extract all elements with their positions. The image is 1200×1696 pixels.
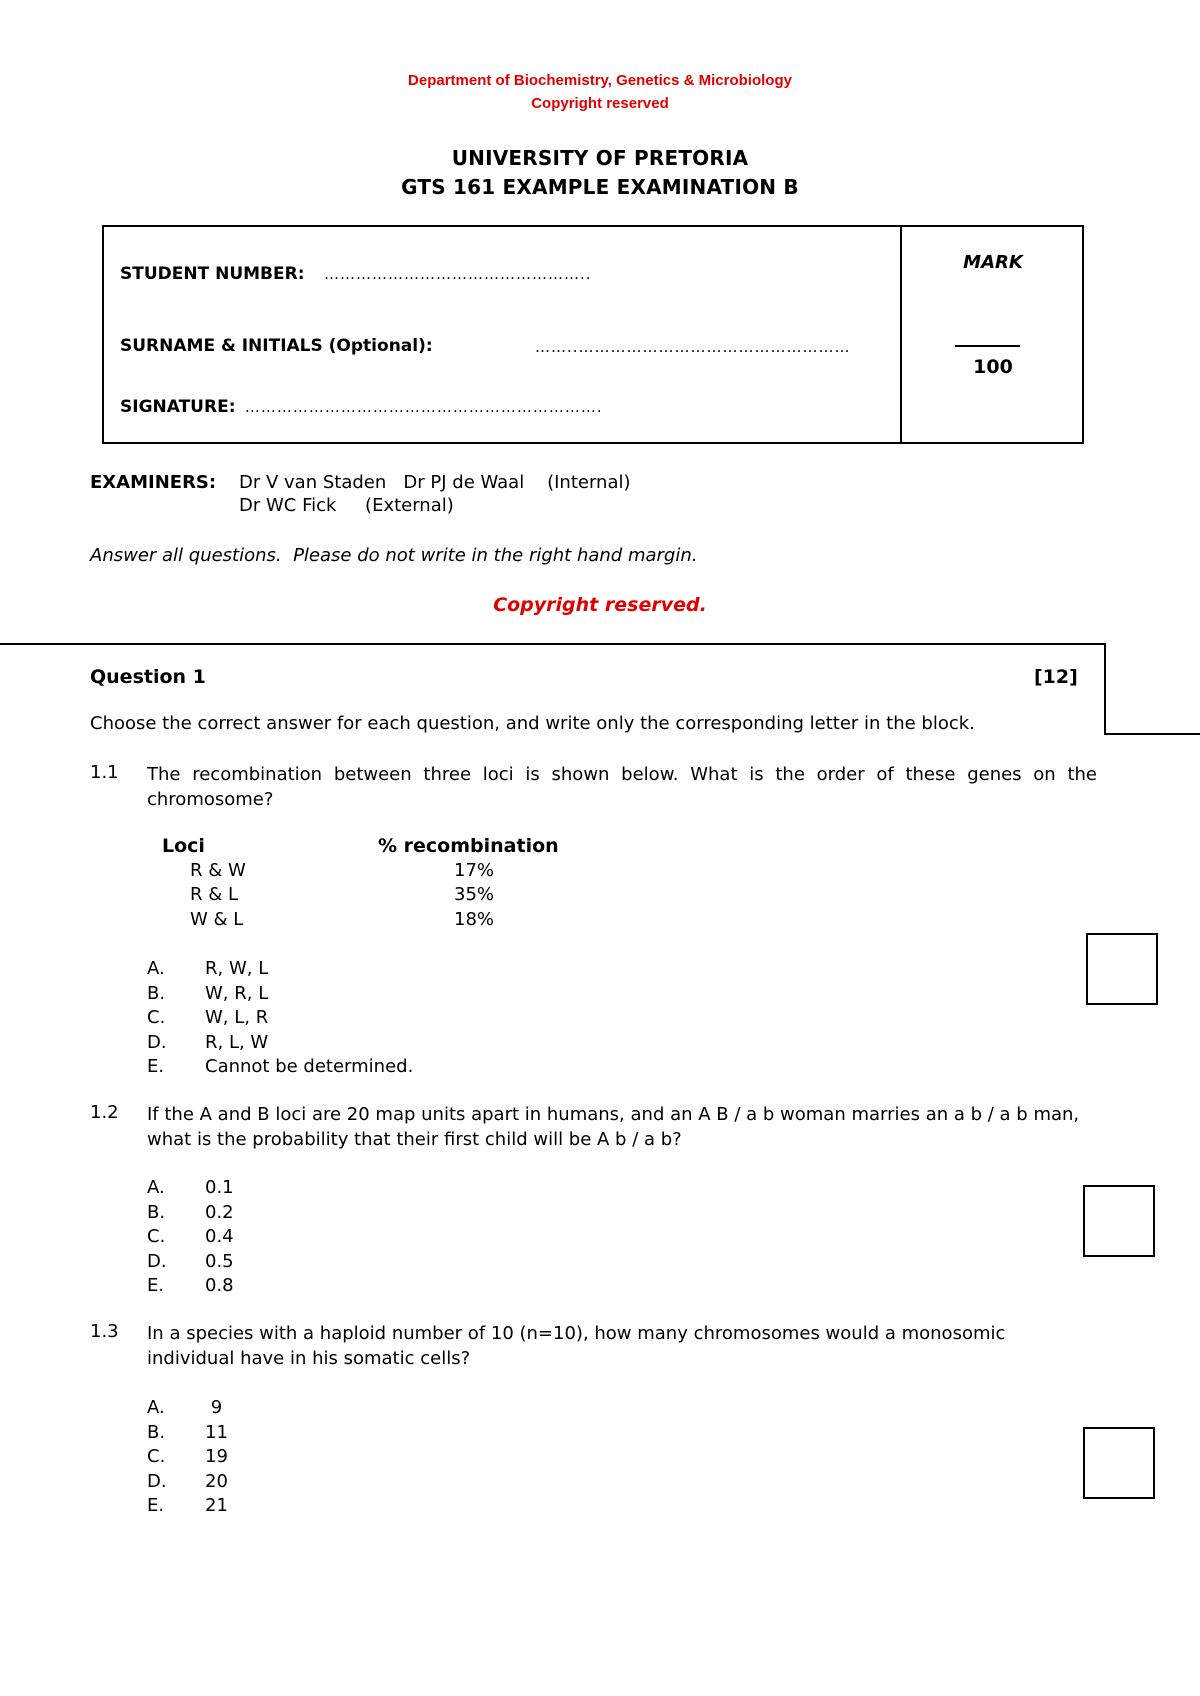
option: A. 9 bbox=[147, 1397, 223, 1418]
surname-field[interactable]: ……..…………………………………………… bbox=[535, 338, 851, 356]
mark-label: MARK bbox=[963, 252, 1023, 273]
loci-cell: W & L bbox=[190, 908, 244, 930]
mark-line bbox=[955, 345, 1020, 347]
q1-1-answer-box[interactable] bbox=[1086, 933, 1158, 1005]
margin-line-horizontal bbox=[1104, 733, 1200, 735]
q1-2-text: If the A and B loci are 20 map units apart in humans, and an A B / a b woman marries an a b / a b man, what is the probability that their first child will be A b / a b? bbox=[147, 1104, 1080, 1150]
instructions: Answer all questions. Please do not write in the right hand margin. bbox=[90, 545, 698, 566]
loci-cell: R & L bbox=[190, 884, 239, 905]
question-1-title: Question 1 bbox=[90, 666, 206, 688]
exam-title: GTS 161 EXAMPLE EXAMINATION B bbox=[401, 175, 799, 199]
q1-3-text: In a species with a haploid number of 10 (n=10), how many chromosomes would a monosomic individual have in his somatic cells? bbox=[147, 1323, 1006, 1369]
option: B. 0.2 bbox=[147, 1201, 234, 1223]
student-number-label: STUDENT NUMBER: bbox=[120, 264, 305, 284]
option: C. 19 bbox=[147, 1446, 228, 1467]
pct-cell: 35% bbox=[454, 884, 495, 905]
option: D. 0.5 bbox=[147, 1250, 234, 1272]
option: E. 21 bbox=[147, 1495, 228, 1516]
recombination-header: % recombination bbox=[378, 835, 559, 857]
surname-row bbox=[120, 336, 433, 356]
pct-cell: 17% bbox=[454, 859, 495, 881]
university-title: UNIVERSITY OF PRETORIA bbox=[451, 146, 749, 170]
margin-line-vertical bbox=[1104, 643, 1106, 735]
loci-cell: R & W bbox=[190, 859, 246, 881]
question-1-marks: [12] bbox=[1034, 666, 1078, 688]
q1-3-answer-box[interactable] bbox=[1083, 1427, 1155, 1499]
mark-total: 100 bbox=[973, 356, 1013, 378]
option: C. 0.4 bbox=[147, 1226, 234, 1247]
question-1-instruction: Choose the correct answer for each question, and write only the corresponding letter in the block. bbox=[90, 713, 975, 734]
option: A. R, W, L bbox=[147, 958, 269, 979]
loci-header: Loci bbox=[162, 835, 205, 857]
copyright-heading: Copyright reserved bbox=[531, 95, 669, 112]
department-heading: Department of Biochemistry, Genetics & Microbiology bbox=[408, 72, 792, 89]
q1-3-number: 1.3 bbox=[90, 1321, 119, 1342]
option: E. 0.8 bbox=[147, 1275, 234, 1296]
option: B. 11 bbox=[147, 1421, 228, 1443]
surname-label: SURNAME & INITIALS (Optional): bbox=[120, 336, 433, 356]
signature-row bbox=[120, 397, 603, 417]
student-number-field[interactable]: ………………………………………….. bbox=[323, 265, 592, 283]
option: E. Cannot be determined. bbox=[147, 1056, 414, 1077]
option: C. W, L, R bbox=[147, 1007, 269, 1028]
examiners-label: EXAMINERS: bbox=[90, 472, 217, 493]
pct-cell: 18% bbox=[454, 908, 495, 930]
examiners-internal: Dr V van Staden Dr PJ de Waal (Internal) bbox=[239, 472, 631, 493]
q1-2-number: 1.2 bbox=[90, 1102, 119, 1123]
q1-2-options bbox=[147, 1176, 234, 1299]
student-number-row bbox=[120, 264, 591, 284]
section-separator bbox=[0, 643, 1106, 645]
option: B. W, R, L bbox=[147, 982, 269, 1004]
option: D. R, L, W bbox=[147, 1031, 269, 1053]
signature-field[interactable]: …………………………………………………………. bbox=[244, 398, 603, 416]
signature-label: SIGNATURE: bbox=[120, 397, 236, 417]
option: A. 0.1 bbox=[147, 1177, 234, 1198]
copyright-notice: Copyright reserved. bbox=[493, 594, 707, 616]
examiners-external: Dr WC Fick (External) bbox=[239, 495, 454, 516]
q1-3-options bbox=[147, 1396, 228, 1519]
loci-table bbox=[162, 834, 559, 932]
option: D. 20 bbox=[147, 1470, 228, 1492]
q1-1-number: 1.1 bbox=[90, 762, 119, 783]
q1-1-options bbox=[147, 957, 413, 1080]
q1-1-text: The recombination between three loci is shown below. What is the order of these genes on the chromosome? bbox=[147, 764, 1097, 810]
q1-2-answer-box[interactable] bbox=[1083, 1185, 1155, 1257]
